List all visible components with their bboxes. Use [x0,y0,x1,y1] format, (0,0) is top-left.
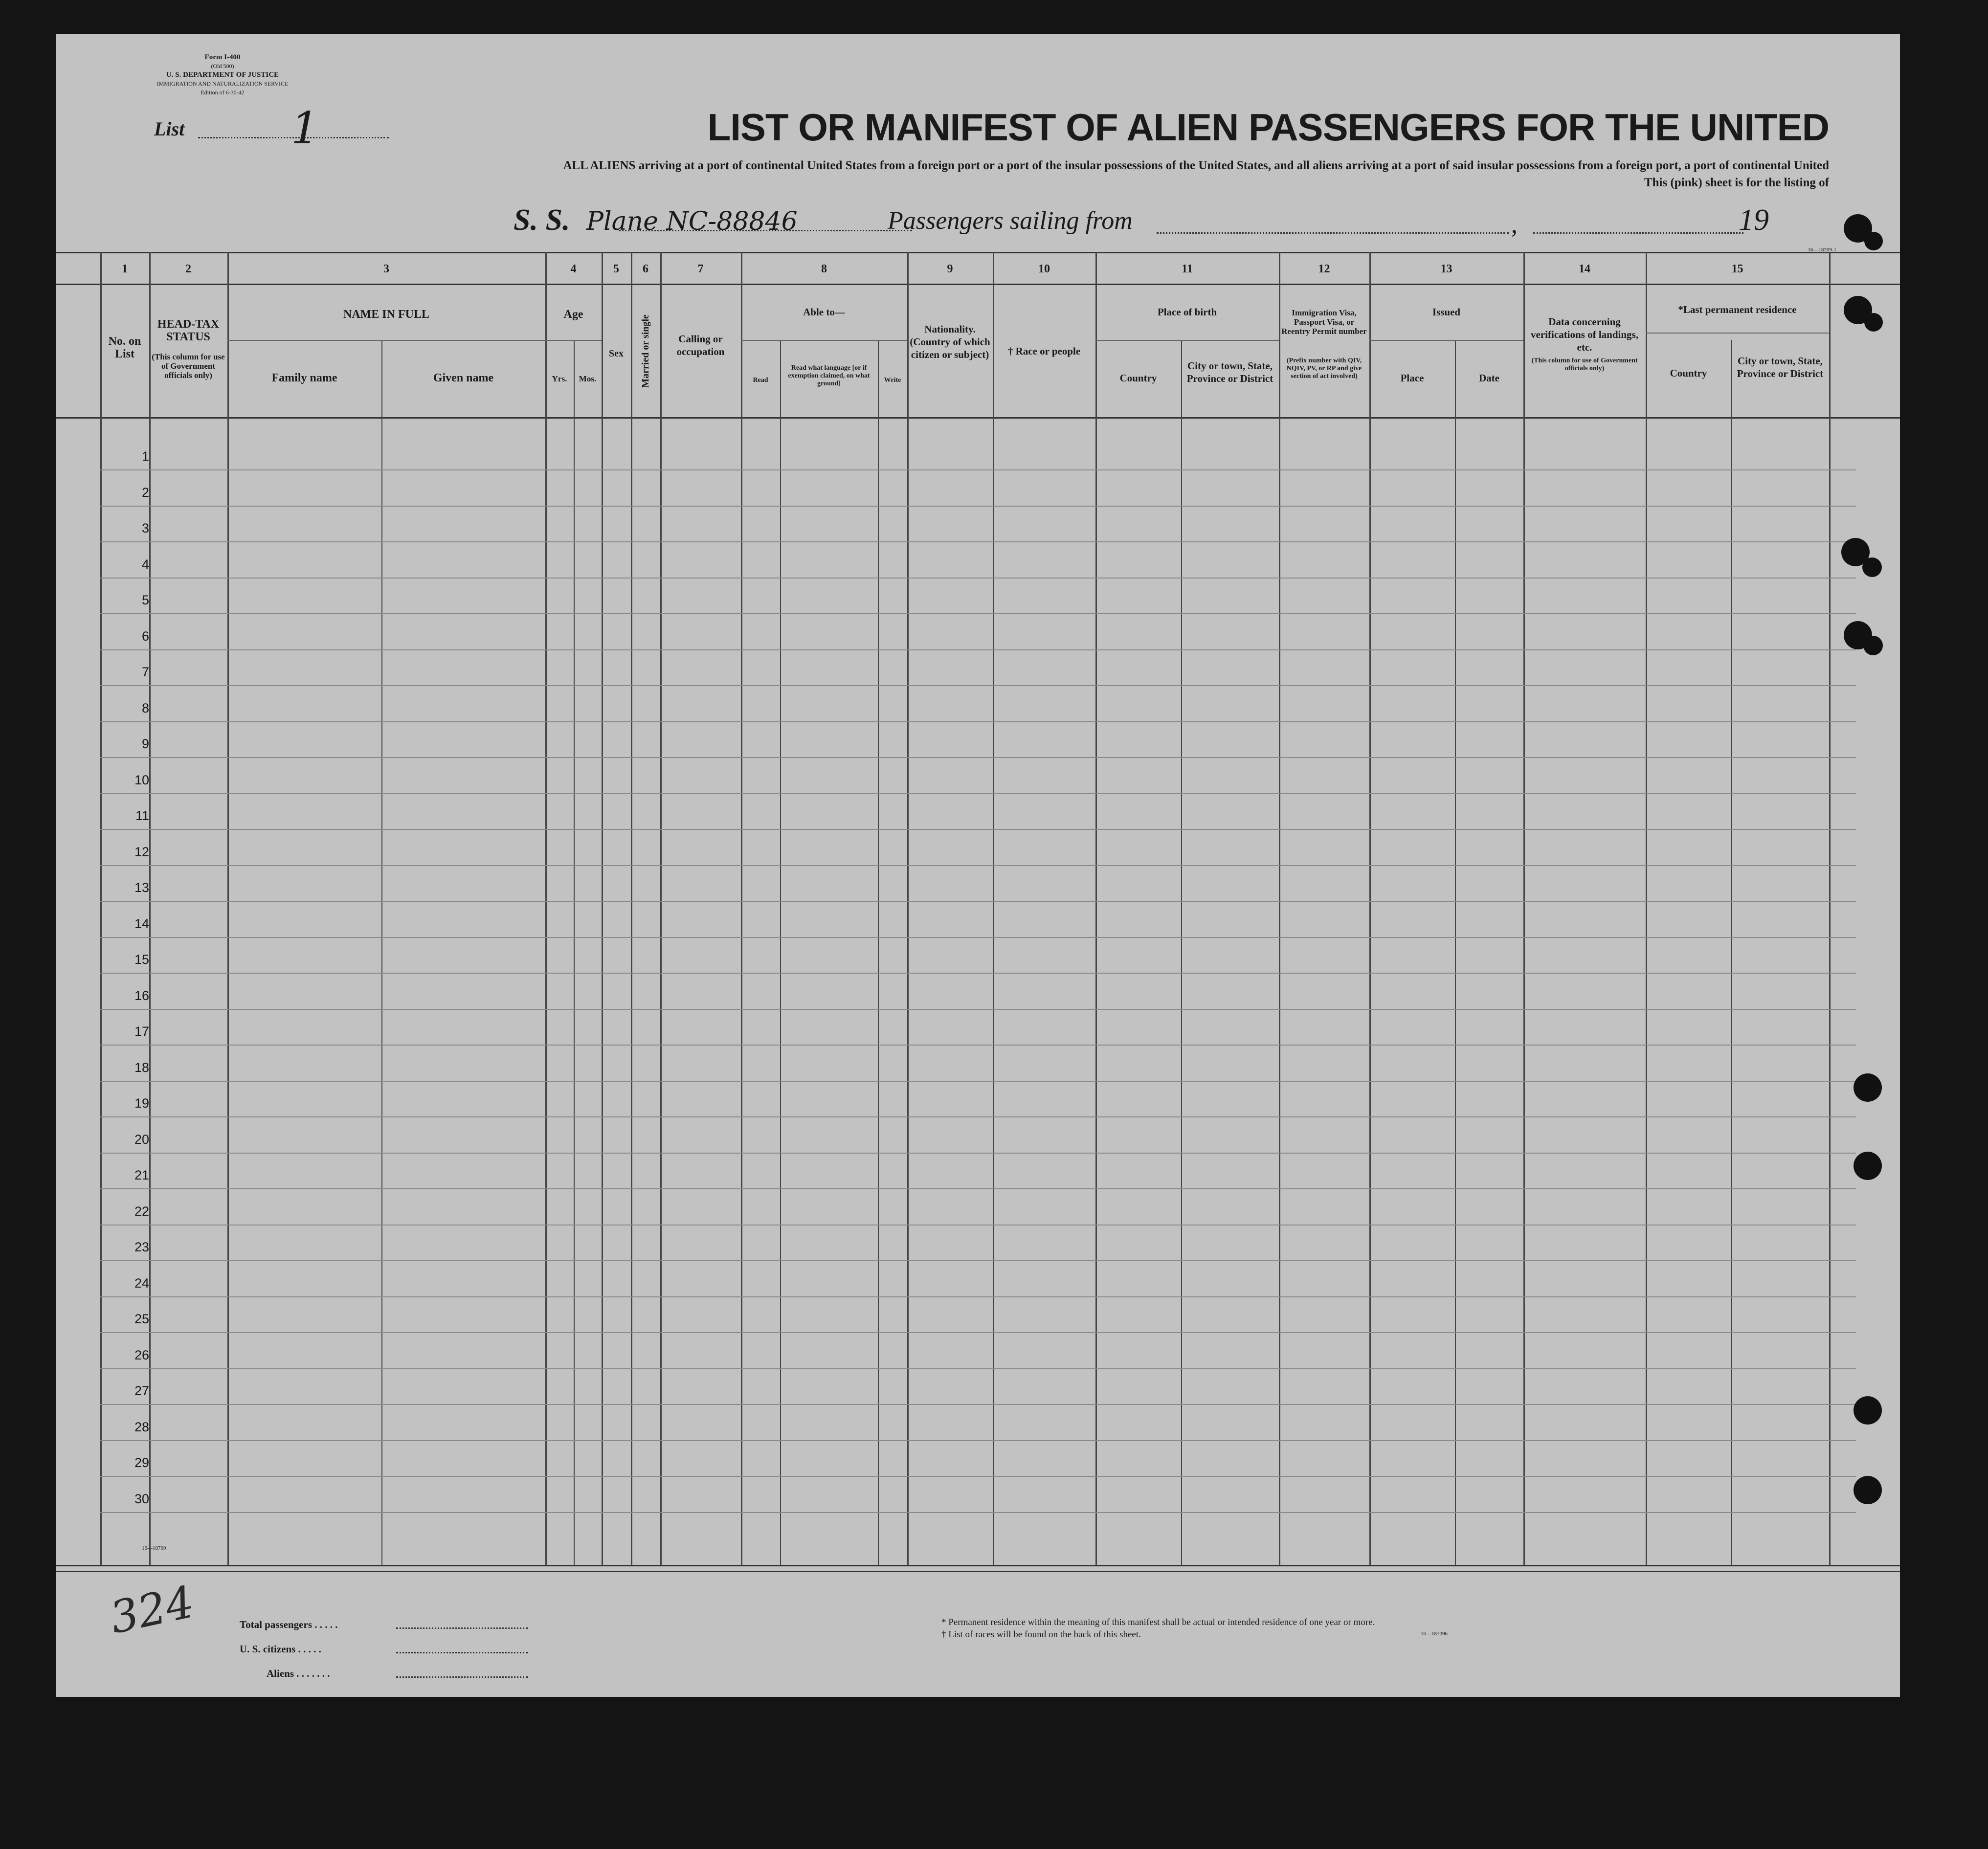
colnum-4: 4 [570,262,577,275]
row-line [100,541,1856,542]
header-visa-note: (Prefix number with QIV, NQIV, PV, or RP and give section of act involved) [1286,357,1362,380]
header-family-name: Family name [271,372,337,384]
row-line [100,721,1856,722]
row-line [100,901,1856,902]
intro-line-1: ALL ALIENS arriving at a port of continental United States from a foreign port or a port of the insular possessions of the United States, and all aliens arriving at a port of said insular possessions from a foreign port, a port of continental United [563,159,1829,172]
header-data-verification-note: (This column for use of Government officials only) [1531,357,1638,372]
binder-hole [1862,557,1882,577]
row-number: 22 [134,1203,149,1219]
intro-line-2: This (pink) sheet is for the listing of [1644,176,1829,189]
header-write: Write [884,377,901,384]
row-line [100,1332,1856,1333]
row-line [100,829,1856,830]
header-issued-place: Place [1400,372,1424,384]
subcol-line [1731,340,1732,1565]
header-rule-top [56,252,1900,253]
us-citizens-field [396,1652,528,1653]
header-data-verification: Data concerning verifications of landings, etc. [1531,316,1638,353]
colnum-7: 7 [697,262,704,275]
row-line [100,613,1856,614]
footnote-races: † List of races will be found on the back of this sheet. [941,1629,1141,1640]
row-number: 26 [134,1347,149,1362]
header-visa: Immigration Visa, Passport Visa, or Reentry Permit number [1281,308,1367,336]
row-number: 2 [141,485,149,500]
colnum-15: 15 [1731,262,1743,275]
header-issued: Issued [1432,306,1461,318]
binder-hole [1864,232,1883,250]
form-code-bottom-right: 16—18709b [1421,1631,1448,1637]
header-rule-bottom [56,417,1900,419]
row-line [100,1045,1856,1046]
colnum-2: 2 [185,262,191,275]
table-rule-bottom [56,1565,1900,1566]
row-line [100,973,1856,974]
subheader-line [1369,340,1523,341]
sailing-from-label: Passengers sailing from [888,207,1133,235]
binder-hole [1864,313,1883,332]
colnum-10: 10 [1038,262,1050,275]
header-mos: Mos. [579,374,597,383]
subcol-line [780,340,781,1565]
subheader-line [1646,333,1829,334]
form-header-block [139,53,306,97]
colnum-12: 12 [1318,262,1330,275]
row-number: 5 [141,593,149,607]
row-number: 12 [134,844,149,859]
colnum-3: 3 [383,262,389,275]
row-line [100,1188,1856,1189]
row-number: 27 [134,1383,149,1398]
colnum-9: 9 [947,262,953,275]
row-number: 14 [134,916,149,931]
header-residence-country: Country [1670,367,1707,379]
header-race: † Race or people [1007,345,1081,357]
row-line [100,1153,1856,1154]
row-line [100,685,1856,686]
colnum-6: 6 [643,262,648,275]
row-line [100,1260,1856,1261]
header-rule-numbers [56,284,1900,285]
binder-hole [1854,1476,1882,1504]
form-code-top: 16—18709-1 [1808,247,1836,253]
total-passengers-field [396,1627,528,1629]
department-name: U. S. DEPARTMENT OF JUSTICE [166,71,279,79]
binder-hole [1854,1152,1882,1180]
subcol-line [381,340,382,1565]
header-read: Read [753,377,768,384]
subcol-line [1455,340,1456,1565]
header-last-residence: *Last permanent residence [1678,304,1797,315]
row-line [100,1512,1856,1513]
form-code-bottom-left: 16—18709 [142,1545,166,1551]
sailing-port-line [1157,232,1509,234]
row-line [100,757,1856,758]
subcol-line [574,340,575,1565]
header-able-to: Able to— [803,306,845,318]
comma: , [1511,211,1518,239]
binder-hole [1854,1396,1882,1425]
row-line [100,649,1856,650]
row-line [100,1081,1856,1082]
vessel-name-handwritten: Plane NC-88846 [586,207,798,236]
row-number: 10 [134,772,149,787]
row-line [100,937,1856,938]
colnum-8: 8 [821,262,827,275]
handwritten-page-number: 324 [105,1576,199,1644]
header-sex: Sex [609,348,624,359]
manifest-sheet [56,34,1900,1697]
colnum-11: 11 [1182,262,1193,275]
colnum-13: 13 [1440,262,1452,275]
header-place-of-birth: Place of birth [1157,306,1217,318]
form-number: Form I-400 [204,53,241,61]
row-number: 7 [141,665,149,679]
row-line [100,1009,1856,1010]
row-number: 17 [134,1024,149,1039]
list-label: List [154,118,185,140]
row-line [100,1440,1856,1441]
row-number: 24 [134,1275,149,1291]
row-line [100,506,1856,507]
row-line [100,1476,1856,1477]
row-line [100,865,1856,866]
binder-hole [1854,1073,1882,1102]
form-edition: Edition of 6-30-42 [201,89,245,96]
row-number: 11 [135,808,149,823]
aliens-field [396,1676,528,1678]
header-read-language: Read what language [or if exemption claimed, on what ground] [788,364,870,387]
header-nationality: Nationality. (Country of which citizen or subject) [910,323,990,360]
header-name-in-full: NAME IN FULL [343,308,429,321]
list-number-handwritten: 1 [291,103,319,154]
row-number: 3 [141,521,149,535]
service-name: IMMIGRATION AND NATURALIZATION SERVICE [156,80,289,87]
row-line [100,1404,1856,1405]
row-line [100,578,1856,579]
colnum-1: 1 [122,262,128,275]
footnote-permanent-residence: * Permanent residence within the meaning of this manifest shall be actual or intended residence of one year or more. [941,1617,1375,1627]
row-number: 19 [134,1096,149,1111]
row-line [100,469,1856,470]
row-number: 8 [141,700,149,715]
header-head-tax-note: (This column for use of Government officials only) [152,352,225,380]
subcol-line [1181,340,1182,1565]
row-number: 9 [141,736,149,751]
row-number: 28 [134,1419,149,1434]
row-line [100,793,1856,794]
row-number: 25 [134,1312,149,1326]
form-old-number: (Old 500) [211,63,234,69]
row-line [100,1296,1856,1297]
manifest-title: LIST OR MANIFEST OF ALIEN PASSENGERS FOR THE UNITED [707,106,1829,149]
header-calling: Calling or occupation [676,333,725,357]
subheader-line [741,340,907,341]
vessel-field-line [619,230,912,231]
us-citizens-label: U. S. citizens . . . . . [240,1643,321,1655]
row-number: 13 [134,880,149,895]
subheader-line [1095,340,1279,341]
sailing-date-line [1533,232,1743,234]
row-line [100,1116,1856,1117]
row-number: 23 [134,1240,149,1254]
aliens-label: Aliens . . . . . . . [267,1668,330,1679]
row-number: 30 [134,1491,149,1506]
row-number: 18 [134,1060,149,1075]
year-label: 19 [1739,203,1769,237]
row-number: 16 [134,988,149,1003]
header-married-single: Married or single [640,314,651,388]
header-head-tax: HEAD-TAX STATUS [157,318,220,343]
header-birth-city: City or town, State, Province or District [1186,360,1273,384]
row-line [100,1368,1856,1369]
total-passengers-label: Total passengers . . . . . [240,1619,338,1630]
row-number: 1 [141,449,149,464]
header-no-on-list: No. on List [108,335,141,360]
header-residence-city: City or town, State, Province or District [1737,355,1824,379]
header-given-name: Given name [433,372,494,384]
subheader-line [227,340,602,341]
row-number: 21 [134,1168,149,1182]
binder-hole [1863,636,1883,655]
colnum-5: 5 [613,262,619,275]
colnum-14: 14 [1579,262,1590,275]
row-number: 29 [134,1455,149,1470]
header-birth-country: Country [1119,372,1157,384]
vessel-field [514,203,798,238]
row-number: 6 [141,628,149,644]
row-number: 15 [134,952,149,967]
row-number: 4 [141,557,149,572]
subcol-line [878,340,879,1565]
header-issued-date: Date [1479,372,1499,384]
row-number: 20 [134,1132,149,1147]
ss-label: S. S. [514,203,570,237]
header-age: Age [563,308,583,321]
header-yrs: Yrs. [552,374,567,383]
table-rule-bottom-2 [56,1571,1900,1572]
